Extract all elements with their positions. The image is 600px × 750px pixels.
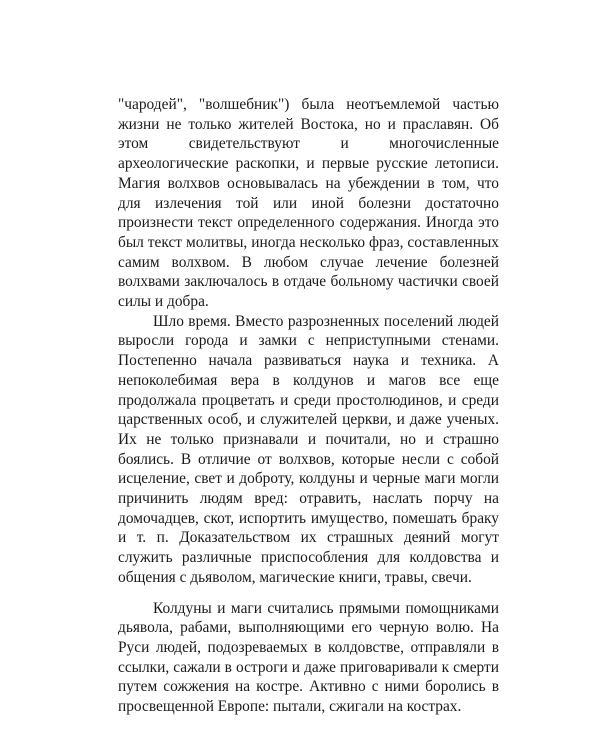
- body-text: [118, 95, 499, 717]
- paragraph-1: "чародей", "волшебник") была неотъемлемой частью жизни не только жителей Востока, но и праславян. Об этом свидетельствуют и многочисленные археологические раскопки, и первые русские летописи. Магия волхвов основывалась на убеждении в том, что для излечения той или иной болезни достаточно произнести текст определенного содержания. Иногда это был текст молитвы, иногда несколько фраз, составленных самим волхвом. В любом случае лечение болезней волхвами заключалось в отдаче больному частички своей силы и добра.: [118, 96, 499, 311]
- paragraph-3: Колдуны и маги считались прямыми помощниками дьявола, рабами, выполняющими его черную волю. На Руси людей, подозреваемых в колдовстве, отправляли в ссылки, сажали в остроги и даже приговаривали к смерти путем сожжения на костре. Активно с ними боролись в просвещенной Европе: пытали, сжигали на кострах.: [118, 599, 499, 716]
- paragraph-2: Шло время. Вместо разрозненных поселений людей выросли города и замки с неприступными стенами. Постепенно начала развиваться наука и техника. А непоколебимая вера в колдунов и магов все еще продолжала процветать и среди простолюдинов, и среди царственных особ, и служителей церкви, и даже ученых. Их не только признавали и почитали, но и страшно боялись. В отличие от волхвов, которые несли с собой исцеление, свет и доброту, колдуны и черные маги могли причинить людям вред: отравить, наслать порчу на домочадцев, скот, испортить имущество, помешать браку и т. п. Доказательством их страшных деяний могут служить различные приспособления для колдовства и общения с дьяволом, магические книги, травы, свечи.: [118, 312, 499, 586]
